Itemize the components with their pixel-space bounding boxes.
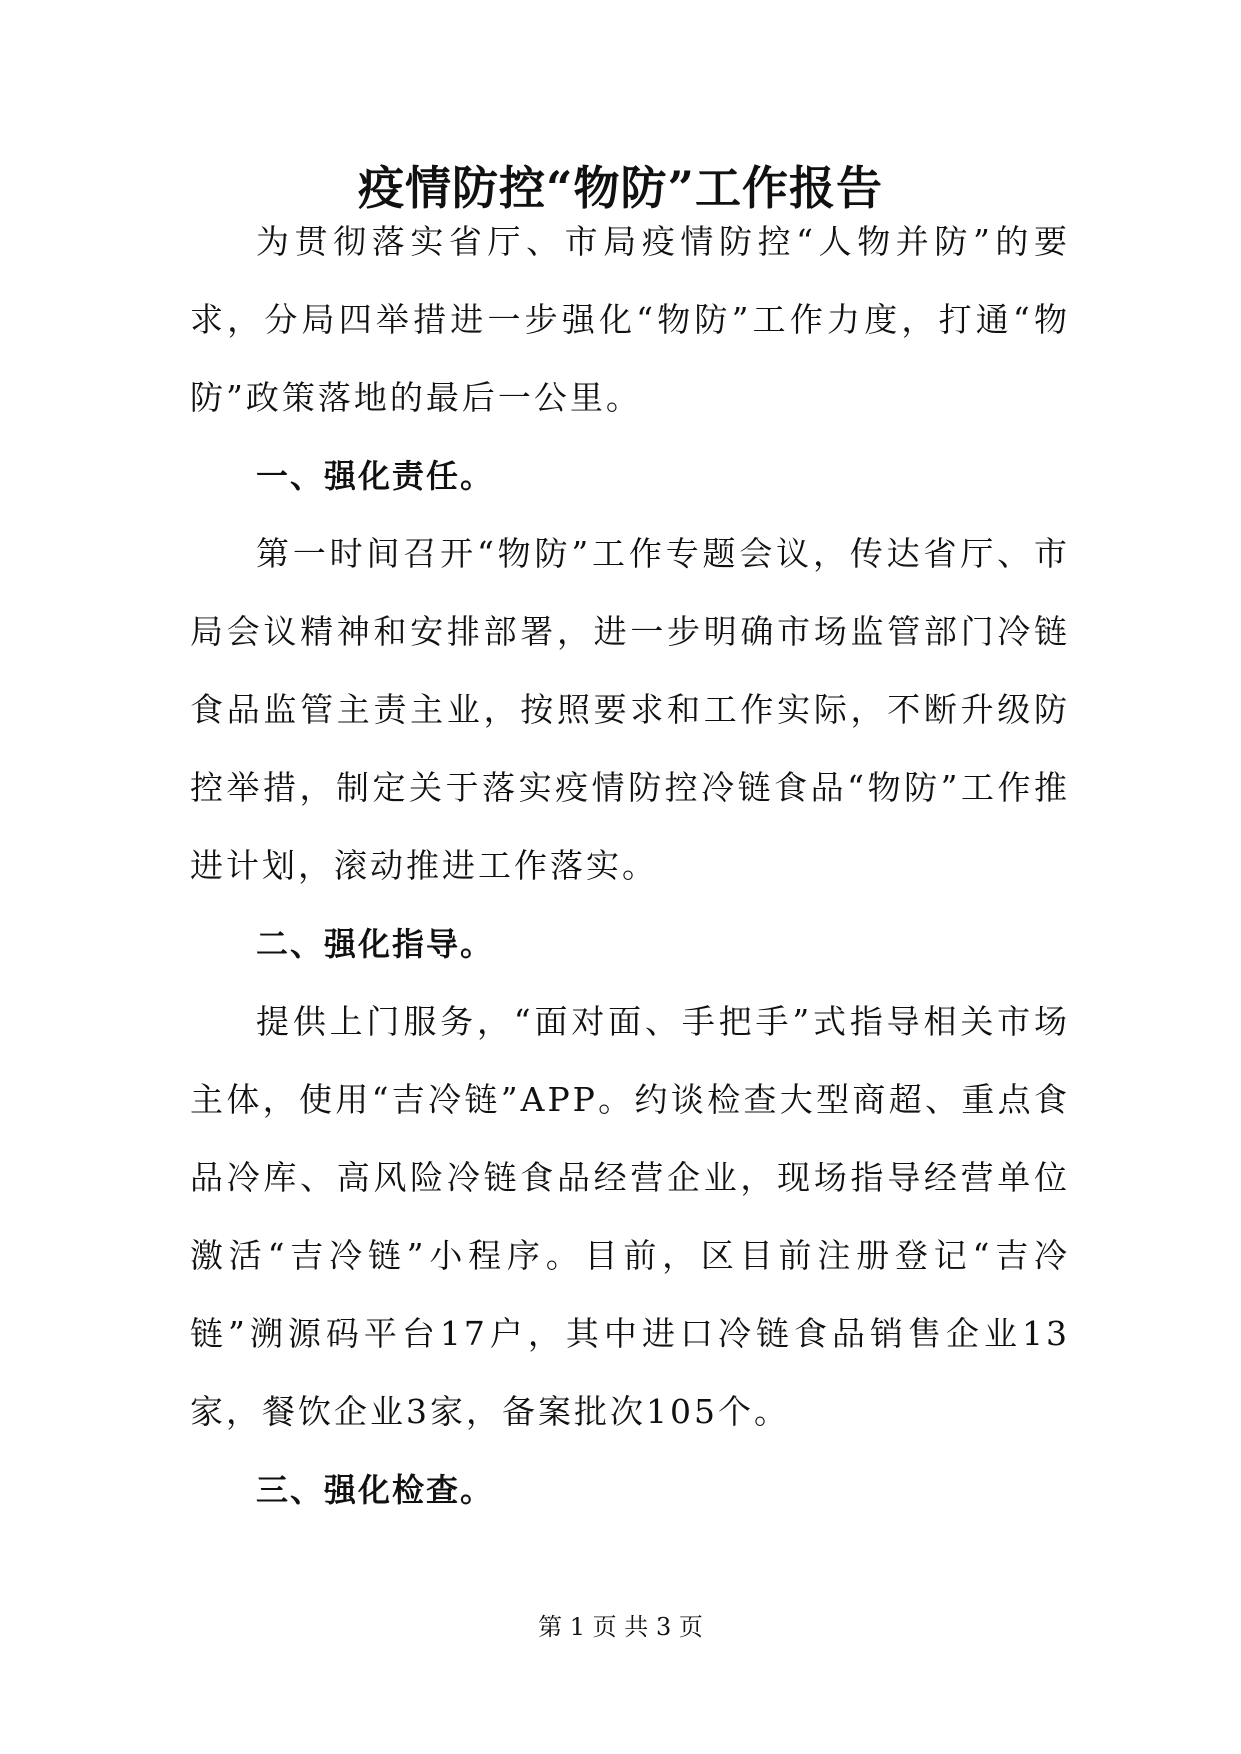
section-body-guidance: 提供上门服务，“面对面、手把手”式指导相关市场主体，使用“吉冷链”APP。约谈检查大型商超、重点食品冷库、高风险冷链食品经营企业，现场指导经营单位激活“吉冷链”小程序。目前，区目前注册登记“吉冷链”溯源码平台17户，其中进口冷链食品销售企业13家，餐饮企业3家，备案批次105个。 bbox=[190, 1002, 1070, 1431]
page-number-footer: 第 1 页 共 3 页 bbox=[538, 1613, 703, 1641]
intro-paragraph: 为贯彻落实省厅、市局疫情防控“人物并防”的要求，分局四举措进一步强化“物防”工作力度，打通“物防”政策落地的最后一公里。 bbox=[190, 222, 1070, 417]
document-body bbox=[190, 203, 1070, 1529]
section-heading-responsibility: 一、强化责任。 bbox=[256, 457, 495, 495]
section-body-responsibility: 第一时间召开“物防”工作专题会议，传达省厅、市局会议精神和安排部署，进一步明确市场监管部门冷链食品监管主责主业，按照要求和工作实际，不断升级防控举措，制定关于落实疫情防控冷链食品“物防”工作推进计划，滚动推进工作落实。 bbox=[190, 534, 1070, 885]
document-title: 疫情防控“物防”工作报告 bbox=[358, 161, 883, 215]
section-heading-guidance: 二、强化指导。 bbox=[256, 925, 495, 963]
section-heading-inspection: 三、强化检查。 bbox=[256, 1471, 495, 1509]
